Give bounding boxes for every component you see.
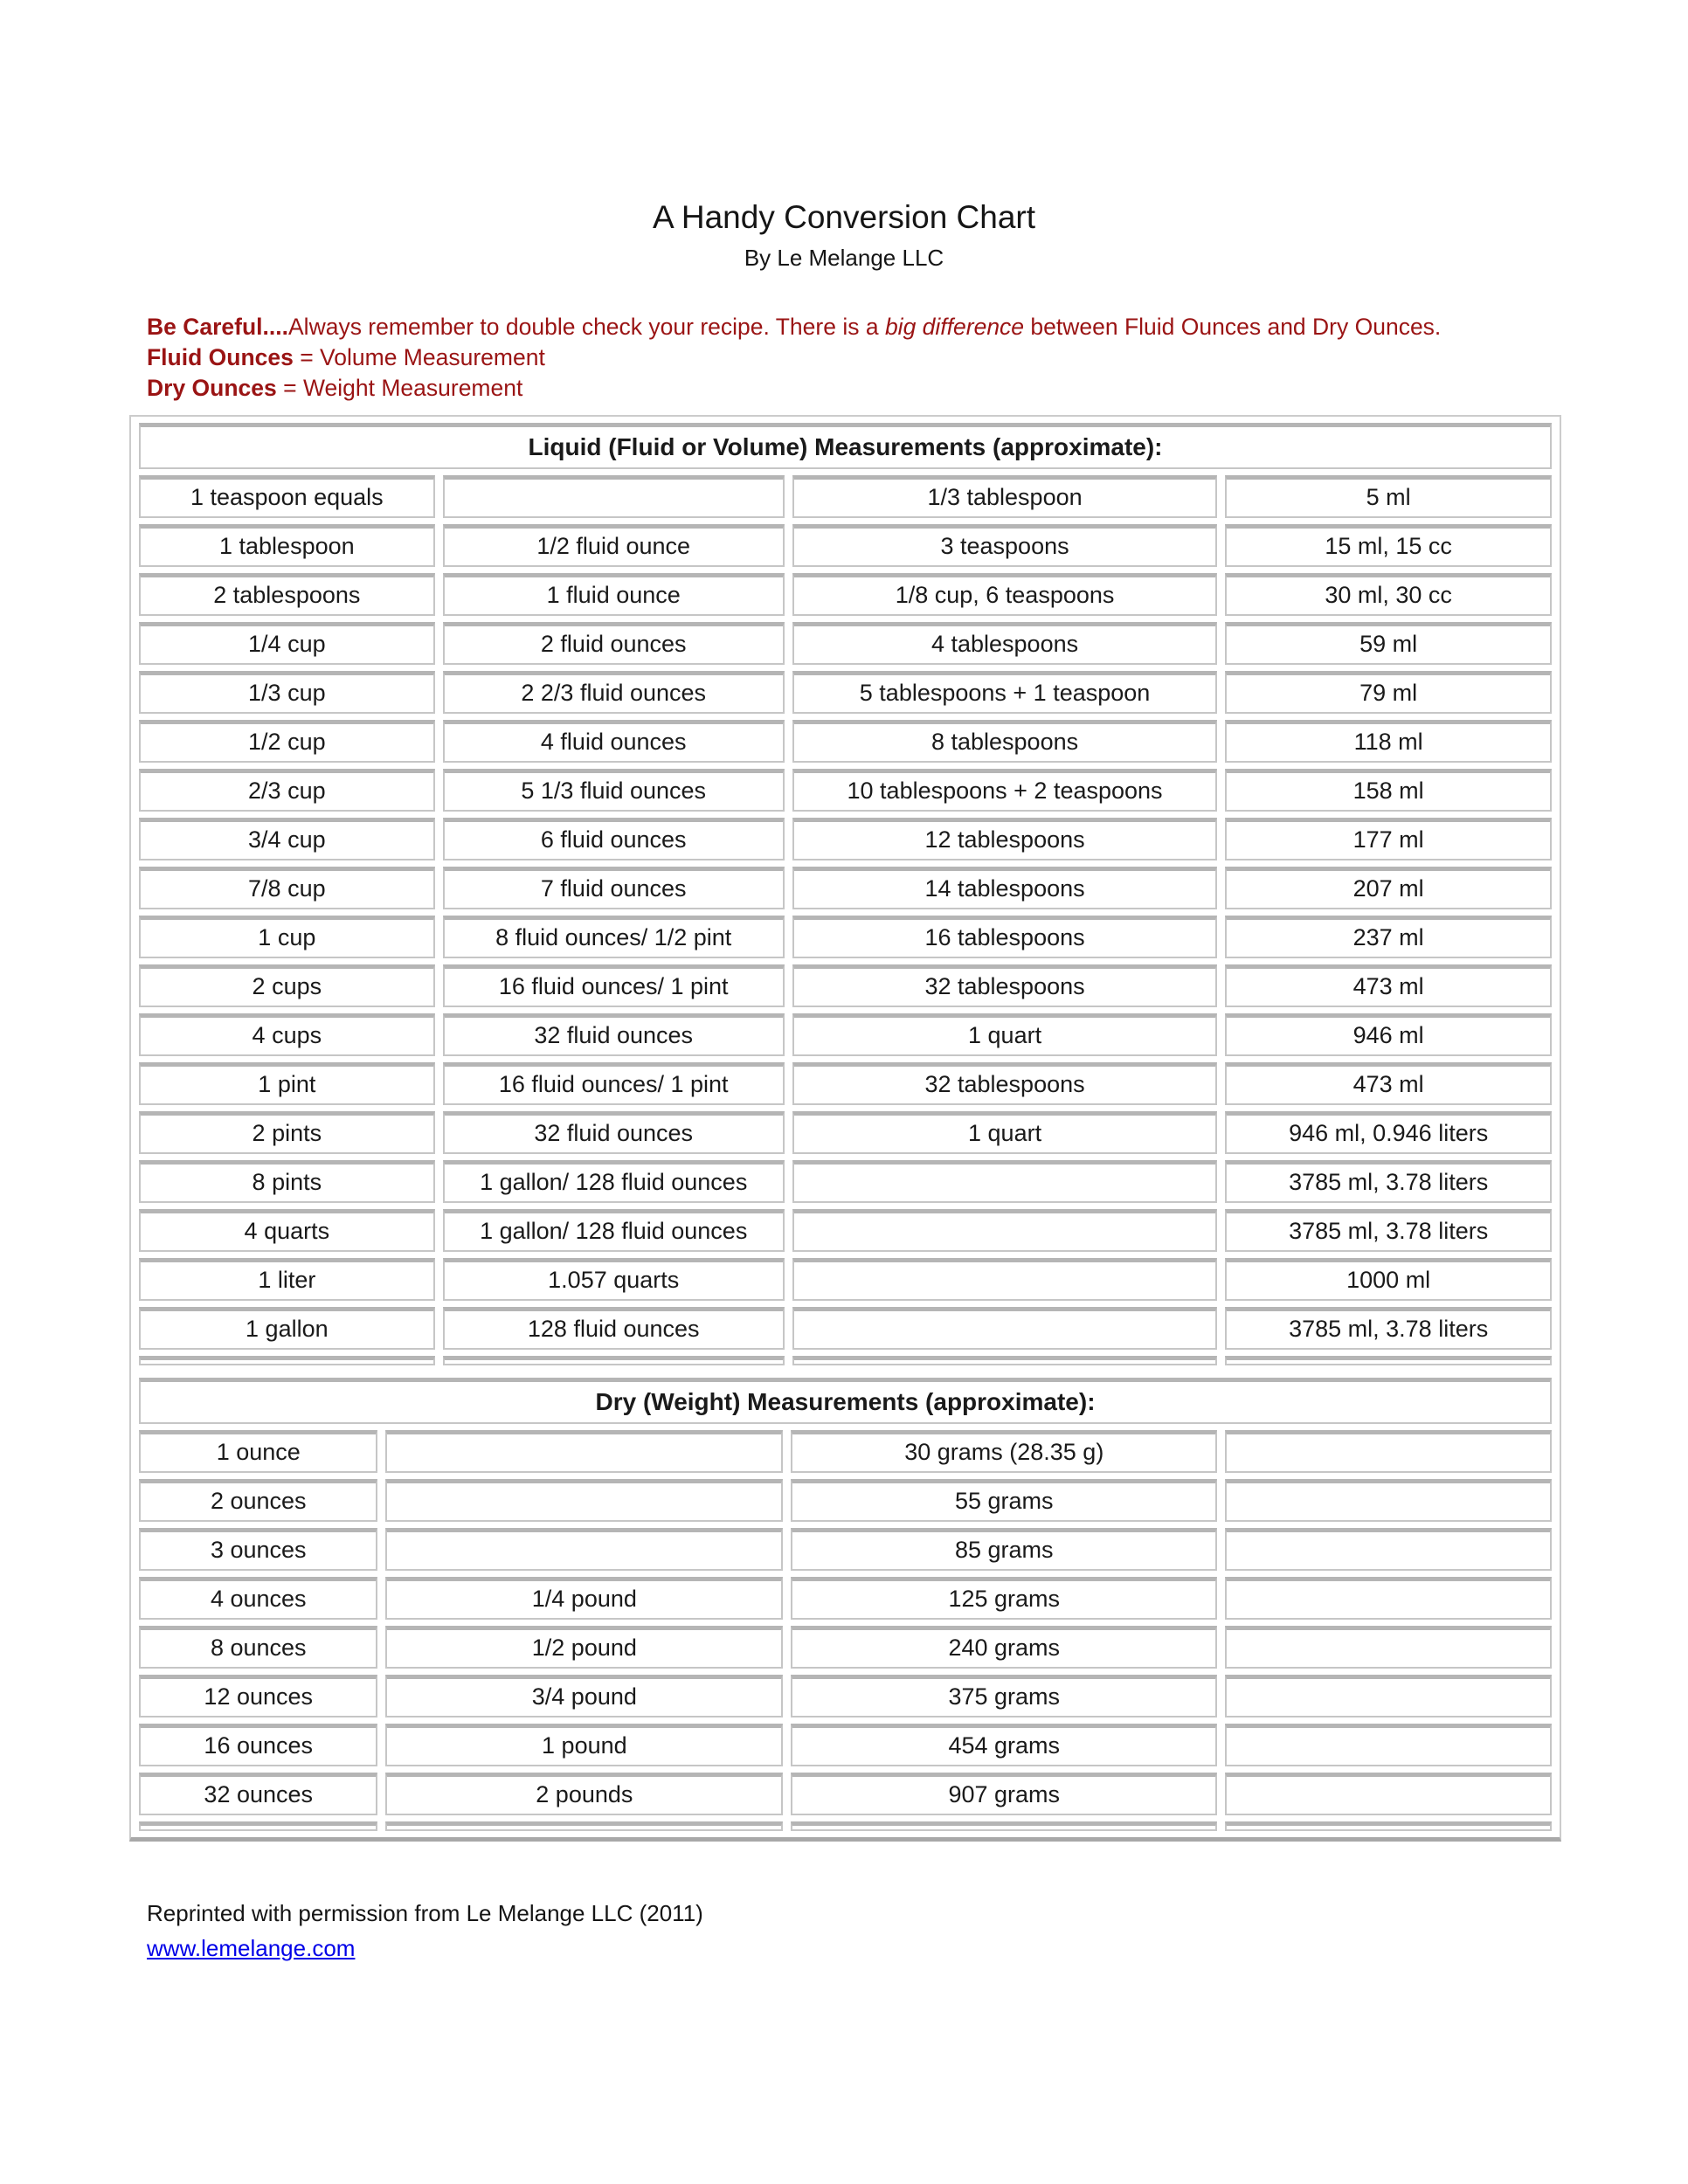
table-cell: 5 tablespoons + 1 teaspoon (792, 671, 1218, 714)
spacer-cell (1225, 1821, 1552, 1831)
spacer-row (139, 1356, 1552, 1365)
table-cell: 32 fluid ounces (443, 1013, 785, 1056)
warning-lead-tail: between Fluid Ounces and Dry Ounces. (1024, 314, 1442, 340)
table-cell: 2 2/3 fluid ounces (443, 671, 785, 714)
table-cell: 79 ml (1225, 671, 1552, 714)
warning-lead-italic: big difference (884, 314, 1025, 340)
table-cell: 1/4 cup (139, 622, 435, 665)
table-cell (792, 1258, 1218, 1301)
table-cell: 3/4 cup (139, 818, 435, 860)
warning-dry-text: = Weight Measurement (276, 375, 523, 402)
table-cell (792, 1160, 1218, 1203)
spacer-cell (1225, 1356, 1552, 1365)
warning-fluid-text: = Volume Measurement (293, 344, 545, 371)
table-cell (1225, 1479, 1552, 1522)
table-cell: 4 cups (139, 1013, 435, 1056)
warning-text (147, 312, 1557, 404)
table-cell: 8 ounces (139, 1626, 377, 1669)
table-cell (1225, 1430, 1552, 1473)
table-cell: 2/3 cup (139, 769, 435, 812)
liquid-table-body (139, 475, 1552, 1365)
warning-line-careful (147, 312, 1557, 342)
table-cell: 3785 ml, 3.78 liters (1225, 1160, 1552, 1203)
spacer-cell (139, 1356, 435, 1365)
liquid-table-title: Liquid (Fluid or Volume) Measurements (approximate): (139, 423, 1552, 469)
table-cell: 4 fluid ounces (443, 720, 785, 763)
table-row (139, 671, 1552, 714)
table-cell: 32 ounces (139, 1773, 377, 1815)
page-title: A Handy Conversion Chart (652, 199, 1036, 235)
table-row (139, 1430, 1552, 1473)
table-cell: 118 ml (1225, 720, 1552, 763)
table-cell: 6 fluid ounces (443, 818, 785, 860)
spacer-cell (385, 1821, 783, 1831)
table-row (139, 1111, 1552, 1154)
table-row (139, 1528, 1552, 1571)
warning-lead-bold: Be Careful.... (147, 314, 288, 340)
table-row (139, 1675, 1552, 1717)
table-cell: 1/8 cup, 6 teaspoons (792, 573, 1218, 616)
table-cell: 907 grams (791, 1773, 1217, 1815)
table-cell: 2 ounces (139, 1479, 377, 1522)
table-cell: 1 pound (385, 1724, 783, 1766)
table-cell (443, 475, 785, 518)
table-cell (1225, 1675, 1552, 1717)
spacer-cell (443, 1356, 785, 1365)
table-cell: 55 grams (791, 1479, 1217, 1522)
table-cell: 1/2 fluid ounce (443, 524, 785, 567)
table-cell: 1 pint (139, 1062, 435, 1105)
table-cell: 1 quart (792, 1111, 1218, 1154)
warning-line-fluid (147, 342, 1557, 373)
table-cell: 473 ml (1225, 1062, 1552, 1105)
table-row (139, 916, 1552, 958)
table-row (139, 524, 1552, 567)
table-cell: 1 gallon/ 128 fluid ounces (443, 1209, 785, 1252)
table-cell: 1 cup (139, 916, 435, 958)
spacer-row (139, 1821, 1552, 1831)
table-cell: 16 fluid ounces/ 1 pint (443, 1062, 785, 1105)
table-cell: 32 fluid ounces (443, 1111, 785, 1154)
table-row (139, 818, 1552, 860)
table-cell: 2 tablespoons (139, 573, 435, 616)
warning-dry-bold: Dry Ounces (147, 375, 277, 402)
liquid-table-header-row (139, 423, 1552, 469)
table-cell: 10 tablespoons + 2 teaspoons (792, 769, 1218, 812)
table-cell: 2 fluid ounces (443, 622, 785, 665)
table-cell (1225, 1577, 1552, 1620)
table-cell: 12 tablespoons (792, 818, 1218, 860)
table-cell: 1.057 quarts (443, 1258, 785, 1301)
table-cell: 177 ml (1225, 818, 1552, 860)
table-cell (1225, 1773, 1552, 1815)
table-cell (385, 1479, 783, 1522)
table-row (139, 1307, 1552, 1350)
table-cell: 1000 ml (1225, 1258, 1552, 1301)
table-cell: 454 grams (791, 1724, 1217, 1766)
conversion-tables-container (129, 415, 1561, 1842)
table-cell: 1 tablespoon (139, 524, 435, 567)
table-cell: 32 tablespoons (792, 964, 1218, 1007)
table-cell: 59 ml (1225, 622, 1552, 665)
dry-table-title: Dry (Weight) Measurements (approximate): (139, 1378, 1552, 1424)
table-cell: 15 ml, 15 cc (1225, 524, 1552, 567)
table-cell: 3 ounces (139, 1528, 377, 1571)
dry-table-body (139, 1430, 1552, 1831)
spacer-cell (139, 1821, 377, 1831)
table-row (139, 475, 1552, 518)
table-row (139, 1577, 1552, 1620)
table-cell (792, 1209, 1218, 1252)
footer-website-link[interactable]: www.lemelange.com (147, 1935, 356, 1961)
warning-lead-text: Always remember to double check your recipe. There is a (288, 314, 885, 340)
footer (147, 1896, 1557, 1966)
table-cell: 128 fluid ounces (443, 1307, 785, 1350)
table-cell: 16 ounces (139, 1724, 377, 1766)
table-row (139, 964, 1552, 1007)
table-cell: 4 tablespoons (792, 622, 1218, 665)
table-cell: 1 ounce (139, 1430, 377, 1473)
spacer-cell (792, 1356, 1218, 1365)
table-cell: 207 ml (1225, 867, 1552, 909)
table-cell: 5 ml (1225, 475, 1552, 518)
table-cell: 12 ounces (139, 1675, 377, 1717)
table-cell: 8 tablespoons (792, 720, 1218, 763)
table-cell: 3 teaspoons (792, 524, 1218, 567)
table-cell: 8 fluid ounces/ 1/2 pint (443, 916, 785, 958)
page-subtitle: By Le Melange LLC (744, 245, 944, 271)
table-cell: 1/3 cup (139, 671, 435, 714)
table-row (139, 1479, 1552, 1522)
table-cell: 1/3 tablespoon (792, 475, 1218, 518)
table-cell: 1 quart (792, 1013, 1218, 1056)
table-cell: 2 pints (139, 1111, 435, 1154)
table-cell: 3785 ml, 3.78 liters (1225, 1209, 1552, 1252)
spacer-cell (791, 1821, 1217, 1831)
table-cell (1225, 1724, 1552, 1766)
table-cell: 946 ml, 0.946 liters (1225, 1111, 1552, 1154)
table-cell: 237 ml (1225, 916, 1552, 958)
table-cell: 4 ounces (139, 1577, 377, 1620)
table-row (139, 769, 1552, 812)
table-cell: 4 quarts (139, 1209, 435, 1252)
table-cell (792, 1307, 1218, 1350)
table-row (139, 867, 1552, 909)
table-cell: 7/8 cup (139, 867, 435, 909)
table-cell: 3785 ml, 3.78 liters (1225, 1307, 1552, 1350)
table-cell: 240 grams (791, 1626, 1217, 1669)
table-row (139, 1062, 1552, 1105)
table-cell: 375 grams (791, 1675, 1217, 1717)
table-cell: 32 tablespoons (792, 1062, 1218, 1105)
table-row (139, 1626, 1552, 1669)
table-row (139, 1160, 1552, 1203)
table-cell: 1 liter (139, 1258, 435, 1301)
table-row (139, 720, 1552, 763)
liquid-measurements-table (131, 417, 1560, 1372)
table-cell: 5 1/3 fluid ounces (443, 769, 785, 812)
table-cell (1225, 1528, 1552, 1571)
table-row (139, 1013, 1552, 1056)
warning-line-dry (147, 373, 1557, 404)
warning-fluid-bold: Fluid Ounces (147, 344, 294, 371)
table-cell (385, 1528, 783, 1571)
table-cell: 1/4 pound (385, 1577, 783, 1620)
table-cell (385, 1430, 783, 1473)
table-row (139, 1209, 1552, 1252)
table-cell: 30 ml, 30 cc (1225, 573, 1552, 616)
table-cell: 16 tablespoons (792, 916, 1218, 958)
table-cell: 1/2 cup (139, 720, 435, 763)
table-cell: 125 grams (791, 1577, 1217, 1620)
footer-attribution: Reprinted with permission from Le Melange LLC (2011) (147, 1899, 703, 1926)
table-cell: 16 fluid ounces/ 1 pint (443, 964, 785, 1007)
table-cell: 30 grams (28.35 g) (791, 1430, 1217, 1473)
table-cell: 1/2 pound (385, 1626, 783, 1669)
table-row (139, 573, 1552, 616)
table-cell (1225, 1626, 1552, 1669)
table-row (139, 1258, 1552, 1301)
table-cell: 473 ml (1225, 964, 1552, 1007)
table-cell: 85 grams (791, 1528, 1217, 1571)
table-cell: 7 fluid ounces (443, 867, 785, 909)
dry-measurements-table (131, 1372, 1560, 1837)
table-cell: 2 cups (139, 964, 435, 1007)
table-row (139, 622, 1552, 665)
table-row (139, 1773, 1552, 1815)
table-row (139, 1724, 1552, 1766)
table-cell: 1 gallon/ 128 fluid ounces (443, 1160, 785, 1203)
table-cell: 1 teaspoon equals (139, 475, 435, 518)
table-cell: 14 tablespoons (792, 867, 1218, 909)
table-cell: 158 ml (1225, 769, 1552, 812)
table-cell: 2 pounds (385, 1773, 783, 1815)
table-cell: 8 pints (139, 1160, 435, 1203)
table-cell: 3/4 pound (385, 1675, 783, 1717)
table-cell: 1 gallon (139, 1307, 435, 1350)
dry-table-header-row (139, 1378, 1552, 1424)
table-cell: 946 ml (1225, 1013, 1552, 1056)
table-cell: 1 fluid ounce (443, 573, 785, 616)
